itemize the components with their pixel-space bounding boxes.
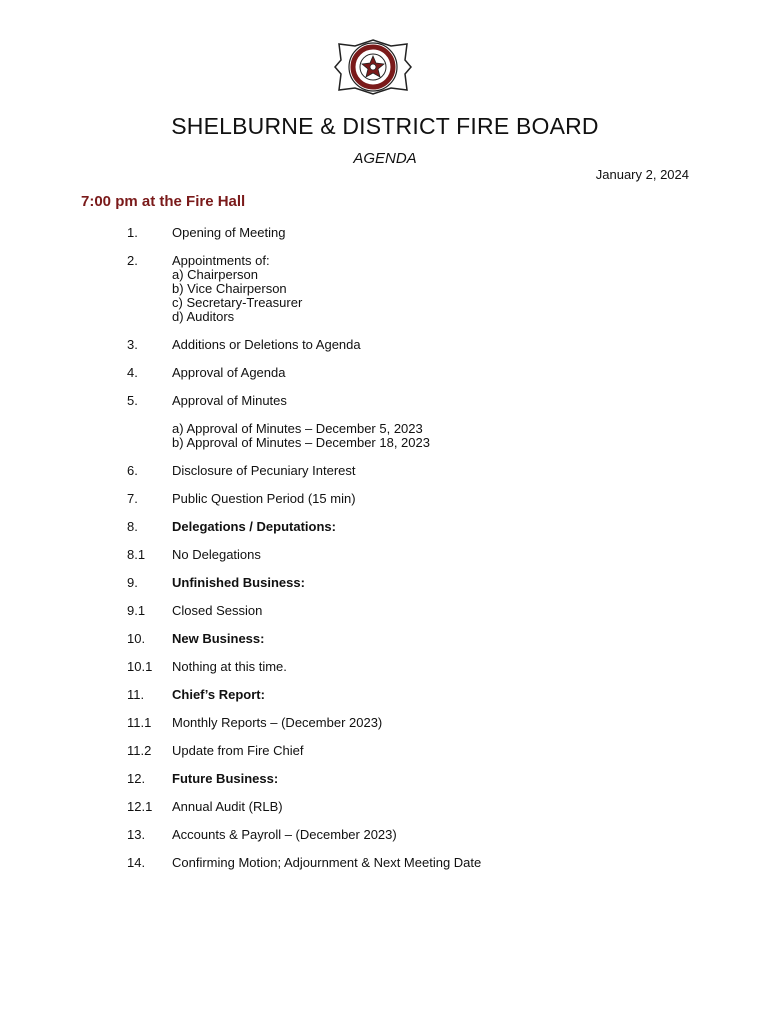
sub-item: a) Approval of Minutes – December 5, 2023: [172, 421, 423, 436]
item-text: Approval of Minutes: [172, 393, 287, 408]
item-number: 9.: [127, 575, 138, 590]
item-text-with-subitems: [172, 254, 302, 324]
item-number: 12.: [127, 771, 146, 786]
item-text: Additions or Deletions to Agenda: [172, 337, 361, 352]
item-text: Approval of Agenda: [172, 365, 286, 380]
item-number: 13.: [127, 827, 146, 842]
item-heading: Unfinished Business:: [172, 575, 305, 590]
subitem-group: [172, 422, 430, 450]
item-heading: Future Business:: [172, 771, 279, 786]
fire-board-crest-logo: [333, 38, 413, 96]
item-number: 14.: [127, 855, 146, 870]
item-heading: Chief’s Report:: [172, 687, 265, 702]
item-number: 1.: [127, 225, 138, 240]
item-text: Nothing at this time.: [172, 659, 287, 674]
item-number: 11.2: [127, 743, 152, 758]
item-number: 4.: [127, 365, 138, 380]
item-number: 5.: [127, 393, 138, 408]
sub-item: b) Vice Chairperson: [172, 281, 287, 296]
item-number: 8.: [127, 519, 138, 534]
item-number: 2.: [127, 253, 138, 268]
page-title: SHELBURNE & DISTRICT FIRE BOARD: [171, 113, 599, 139]
item-number: 10.: [127, 631, 146, 646]
meeting-time-location: 7:00 pm at the Fire Hall: [81, 193, 246, 210]
agenda-subtitle: AGENDA: [353, 150, 417, 167]
item-text: Accounts & Payroll – (December 2023): [172, 827, 397, 842]
item-text: No Delegations: [172, 547, 261, 562]
item-text: Monthly Reports – (December 2023): [172, 715, 383, 730]
item-text: Closed Session: [172, 603, 263, 618]
item-text: Annual Audit (RLB): [172, 799, 283, 814]
item-text: Appointments of:: [172, 253, 270, 268]
item-number: 3.: [127, 337, 138, 352]
item-number: 10.1: [127, 659, 153, 674]
item-number: 7.: [127, 491, 138, 506]
item-text: Confirming Motion; Adjournment & Next Meeting Date: [172, 855, 482, 870]
item-number: 8.1: [127, 547, 146, 562]
sub-item: b) Approval of Minutes – December 18, 2023: [172, 435, 430, 450]
sub-item: c) Secretary-Treasurer: [172, 295, 303, 310]
item-text: Update from Fire Chief: [172, 743, 304, 758]
item-text: Opening of Meeting: [172, 225, 286, 240]
sub-item: a) Chairperson: [172, 267, 258, 282]
item-heading: Delegations / Deputations:: [172, 519, 336, 534]
item-number: 11.: [127, 687, 145, 702]
item-text: Public Question Period (15 min): [172, 491, 356, 506]
item-text: Disclosure of Pecuniary Interest: [172, 463, 356, 478]
item-number: 9.1: [127, 603, 146, 618]
meeting-date: January 2, 2024: [595, 167, 689, 182]
sub-item: d) Auditors: [172, 309, 235, 324]
item-heading: New Business:: [172, 631, 265, 646]
item-number: 6.: [127, 463, 138, 478]
item-number: 12.1: [127, 799, 153, 814]
item-number: 11.1: [127, 715, 152, 730]
